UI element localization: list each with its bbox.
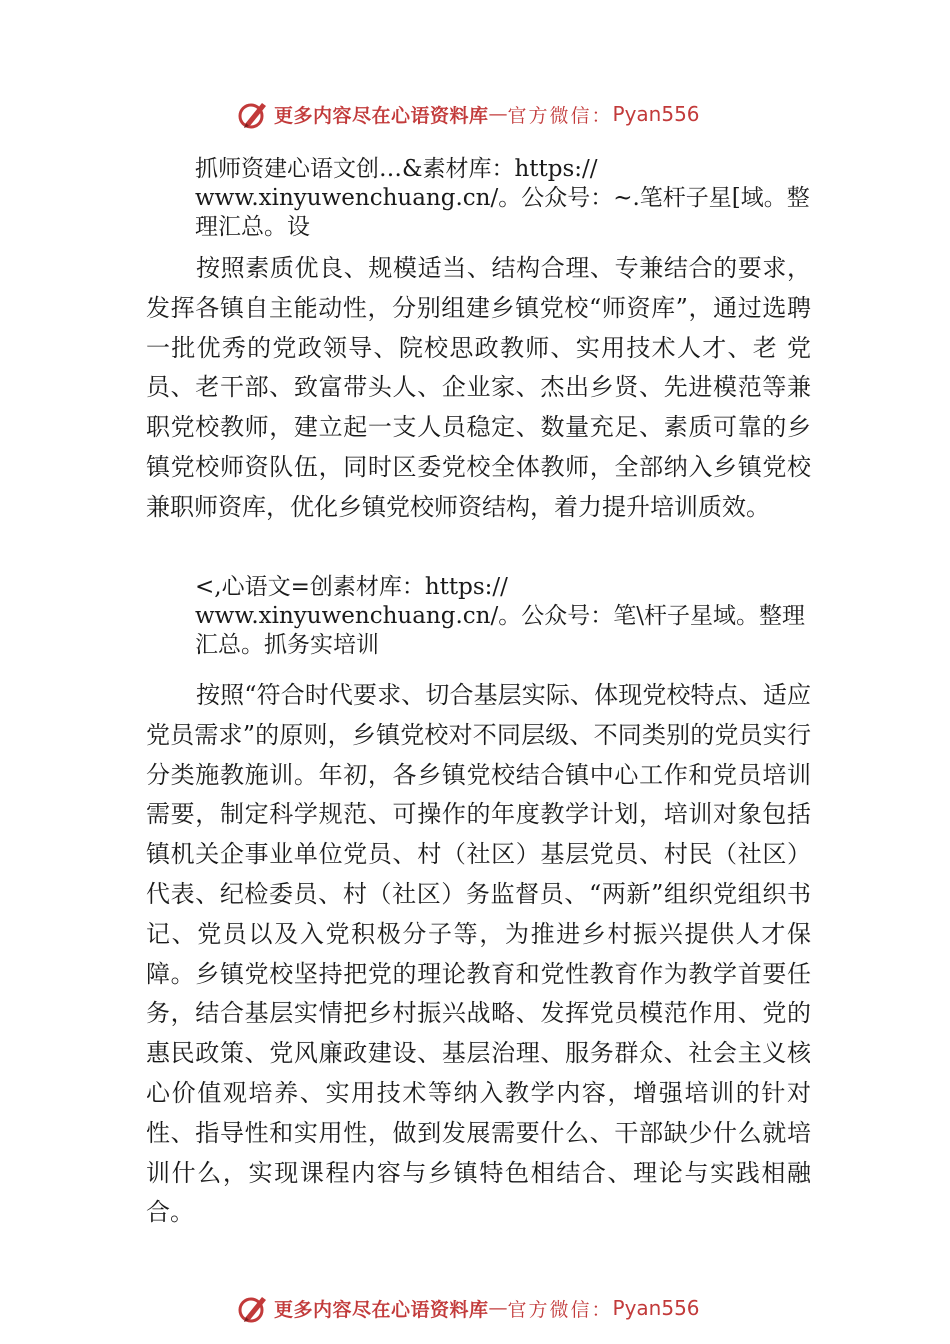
body-paragraph-1: 按照素质优良、规模适当、结构合理、专兼结合的要求，发挥各镇自主能动性，分别组建乡镇党校“师资库”，通过选聘一批优秀的党政领导、院校思政教师、实用技术人才、老 党员、老干部、致富带头人、企业家、杰出乡贤、先进模范等兼职党校教师，建立起一支人员稳定、数量充足、素质可靠的乡镇党校师资队伍，同时区委党校全体教师，全部纳入乡镇党校兼职师资库，优化乡镇党校师资结构，着力提升培训质效。 bbox=[146, 254, 811, 521]
banner-wechat-id: Pyan556 bbox=[612, 102, 700, 126]
pen-logo-icon bbox=[236, 97, 270, 131]
banner-separator: — bbox=[488, 1297, 508, 1319]
body-paragraph-2: 按照“符合时代要求、切合基层实际、体现党校特点、适应党员需求”的原则，乡镇党校对不同层级、不同类别的党员实行分类施教施训。年初，各乡镇党校结合镇中心工作和党员培训需要，制定科学规范、可操作的年度教学计划，培训对象包括镇机关企事业单位党员、村（社区）基层党员、村民（社区）代表、纪检委员、村（社区）务监督员、“两新”组织党组织书记、党员以及入党积极分子等，为推进乡村振兴提供人才保障。乡镇党校坚持把党的理论教育和党性教育作为教学首要任务，结合基层实情把乡村振兴战略、发挥党员模范作用、党的惠民政策、党风廉政建设、基层治理、服务群众、社会主义核心价值观培养、实用技术等纳入教学内容，增强培训的针对性、指导性和实用性，做到发展需要什么、干部缺少什么就培训什么，实现课程内容与乡镇特色相结合、理论与实践相融合。 bbox=[146, 681, 811, 1227]
banner-wechat-id: Pyan556 bbox=[612, 1296, 700, 1320]
banner-wechat-label: 官方微信： bbox=[507, 1298, 613, 1321]
banner-wechat-label: 官方微信： bbox=[507, 104, 613, 127]
banner-title: 更多内容尽在心语资料库 bbox=[274, 104, 489, 127]
banner-separator: — bbox=[488, 103, 508, 125]
watermark-text-block-1: 抓师资建心语文创…&素材库：https:// www.xinyuwenchuang.cn/。公众号：~.笔杆子星[域。整 理汇总。设 bbox=[195, 156, 810, 240]
pen-logo-icon bbox=[236, 1291, 270, 1325]
header-banner bbox=[236, 96, 700, 132]
banner-title: 更多内容尽在心语资料库 bbox=[274, 1298, 489, 1321]
watermark-text-block-2: <,心语文=创素材库：https:// www.xinyuwenchuang.cn/。公众号：笔\杆子星域。整理 汇总。抓务实培训 bbox=[195, 574, 805, 658]
footer-banner bbox=[236, 1290, 700, 1326]
